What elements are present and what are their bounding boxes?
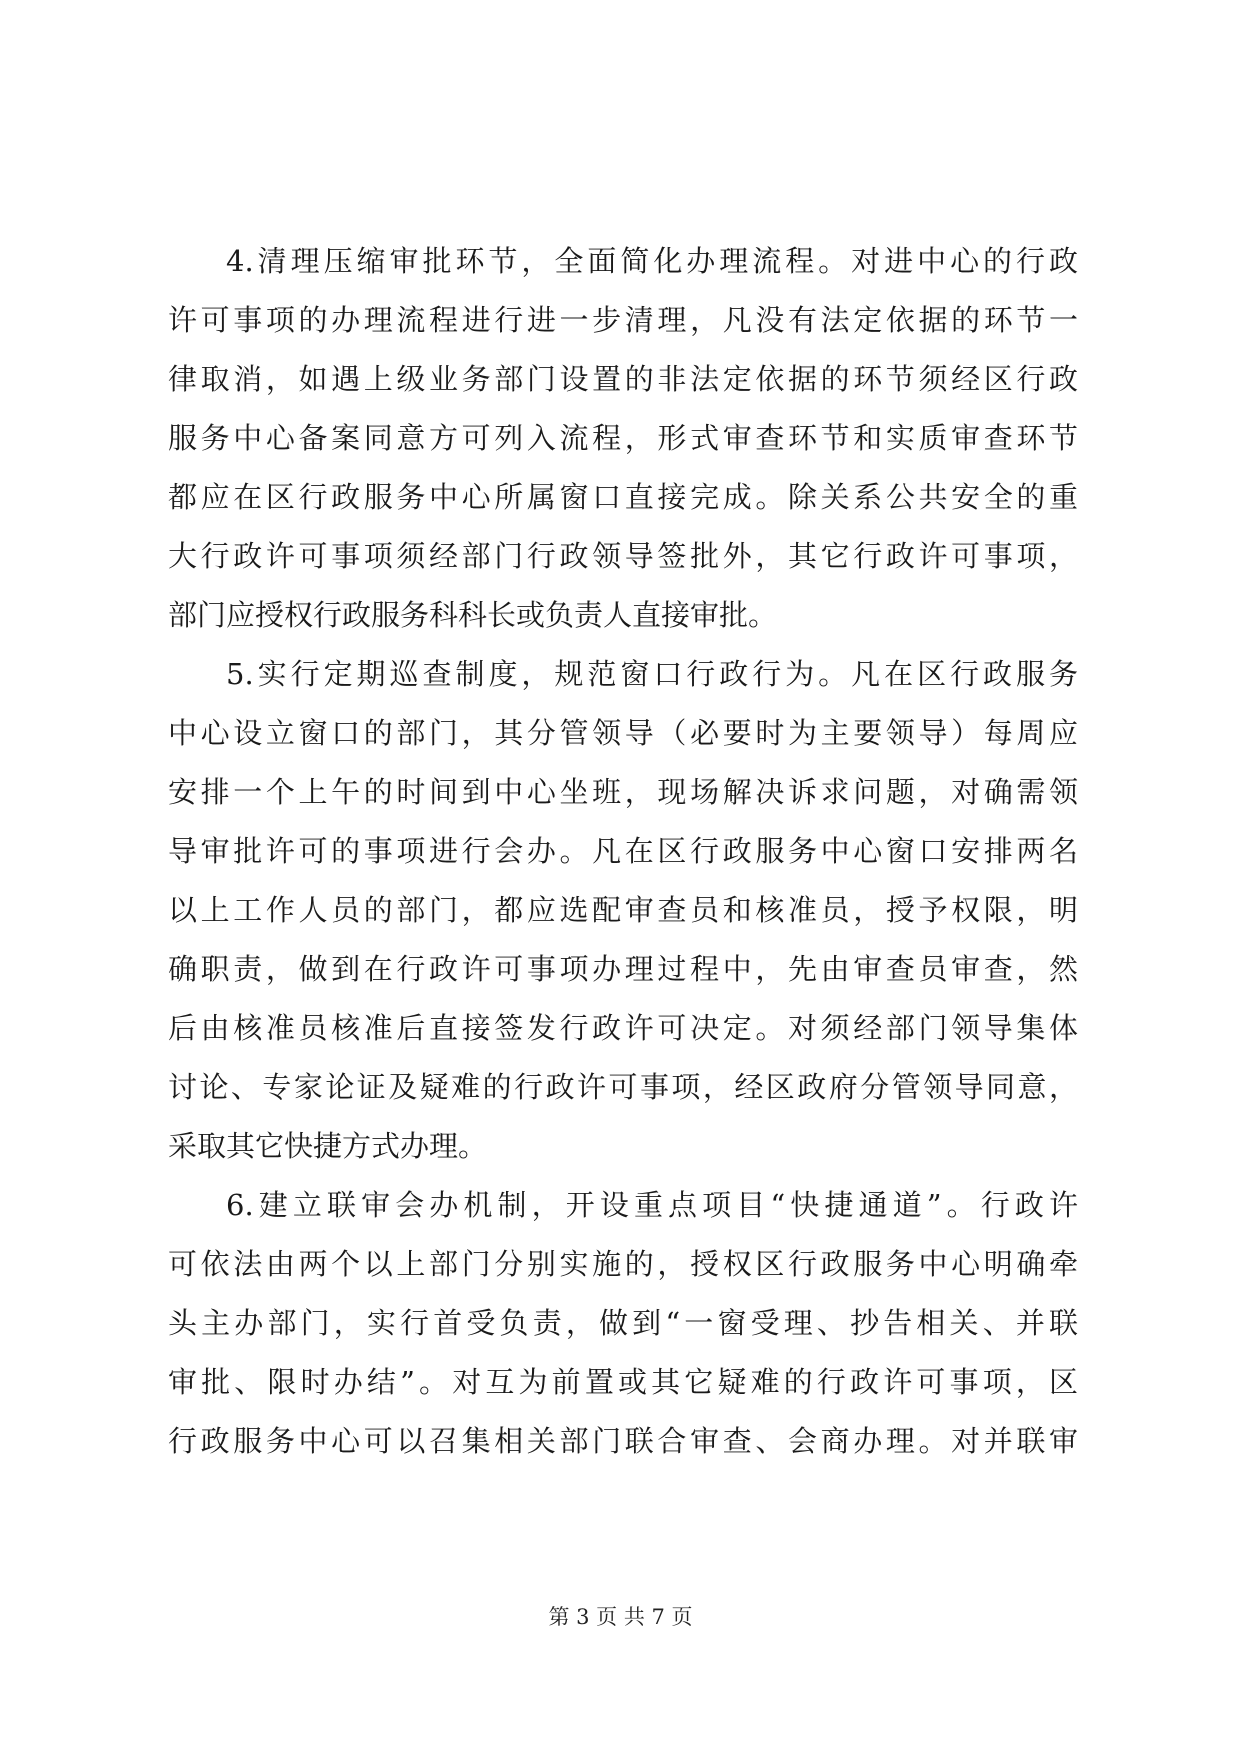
text-line: 导审批许可的事项进行会办。凡在区行政服务中心窗口安排两名 [168, 834, 1078, 868]
text-line: 确职责，做到在行政许可事项办理过程中，先由审查员审查，然 [168, 952, 1078, 986]
text-line: 以上工作人员的部门，都应选配审查员和核准员，授予权限，明 [168, 893, 1078, 927]
text-line: 大行政许可事项须经部门行政领导签批外，其它行政许可事项， [168, 539, 1078, 573]
text-line: 讨论、专家论证及疑难的行政许可事项，经区政府分管领导同意， [168, 1070, 1078, 1104]
text-line: 都应在区行政服务中心所属窗口直接完成。除关系公共安全的重 [168, 480, 1078, 514]
text-line: 审批、限时办结”。对互为前置或其它疑难的行政许可事项，区 [168, 1365, 1078, 1399]
text-line: 部门应授权行政服务科科长或负责人直接审批。 [168, 598, 778, 632]
text-line: 律取消，如遇上级业务部门设置的非法定依据的环节须经区行政 [168, 362, 1078, 396]
body-text [168, 232, 1078, 1471]
text-line: 服务中心备案同意方可列入流程，形式审查环节和实质审查环节 [168, 421, 1078, 455]
text-line: 6.建立联审会办机制，开设重点项目“快捷通道”。行政许 [226, 1188, 1078, 1222]
text-line: 行政服务中心可以召集相关部门联合审查、会商办理。对并联审 [168, 1424, 1078, 1458]
paragraph-5 [168, 645, 1078, 1176]
paragraph-6 [168, 1176, 1078, 1471]
page-number-footer: 第 3 页 共 7 页 [548, 1605, 693, 1629]
text-line: 后由核准员核准后直接签发行政许可决定。对须经部门领导集体 [168, 1011, 1078, 1045]
text-line: 可依法由两个以上部门分别实施的，授权区行政服务中心明确牵 [168, 1247, 1078, 1281]
text-line: 安排一个上午的时间到中心坐班，现场解决诉求问题，对确需领 [168, 775, 1078, 809]
text-line: 中心设立窗口的部门，其分管领导（必要时为主要领导）每周应 [168, 716, 1078, 750]
paragraph-4 [168, 232, 1078, 645]
text-line: 许可事项的办理流程进行进一步清理，凡没有法定依据的环节一 [168, 303, 1078, 337]
text-line: 5.实行定期巡查制度，规范窗口行政行为。凡在区行政服务 [226, 657, 1078, 691]
text-line: 头主办部门，实行首受负责，做到“一窗受理、抄告相关、并联 [168, 1306, 1078, 1340]
text-line: 采取其它快捷方式办理。 [168, 1129, 488, 1163]
text-line: 4.清理压缩审批环节，全面简化办理流程。对进中心的行政 [226, 244, 1078, 278]
